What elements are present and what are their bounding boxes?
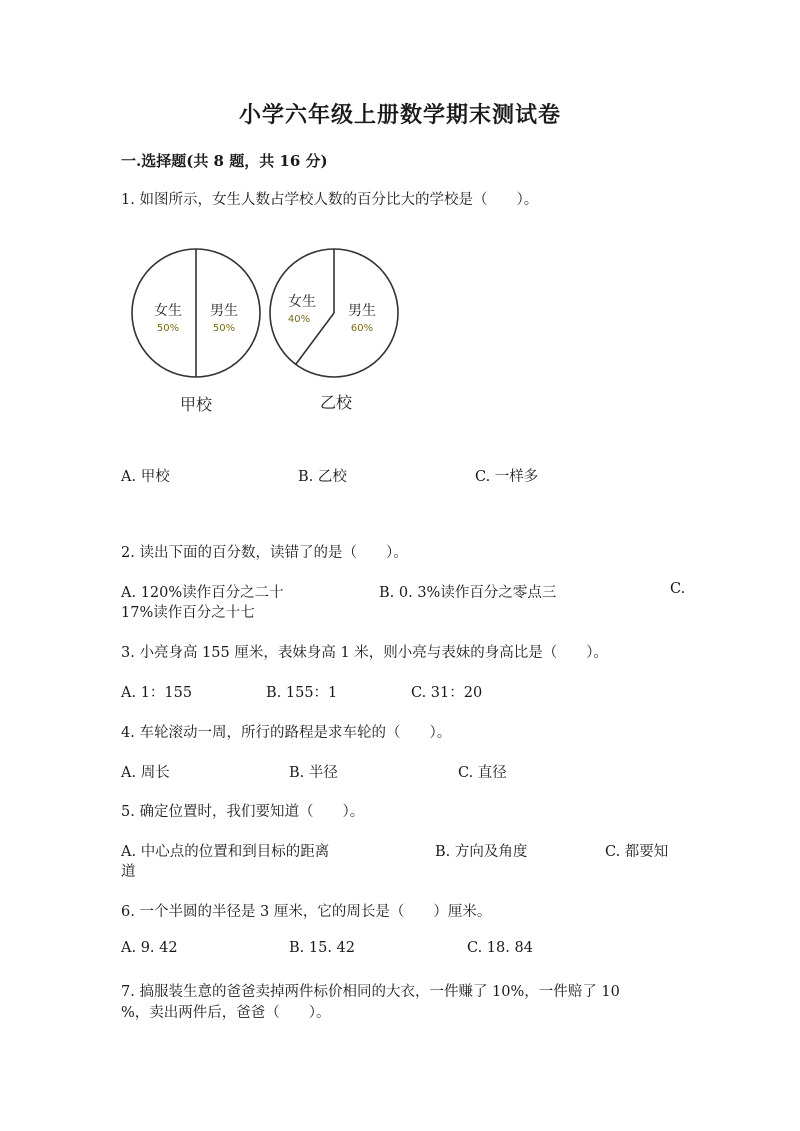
question-6-option-a: A. 9. 42 bbox=[121, 940, 178, 956]
question-4-stem: 4. 车轮滚动一周，所行的路程是求车轮的（ ）。 bbox=[121, 725, 452, 741]
pie-charts bbox=[128, 243, 410, 418]
pie-b-boys-label: 男生 bbox=[348, 303, 376, 319]
question-3-option-a: A. 1：155 bbox=[121, 685, 193, 701]
section-heading: 一.选择题(共 8 题，共 16 分) bbox=[121, 152, 328, 170]
question-5-option-b: B. 方向及角度 bbox=[435, 844, 528, 860]
pie-b-girls-value: 40% bbox=[287, 314, 311, 325]
question-1-option-c: C. 一样多 bbox=[475, 469, 539, 485]
pie-a-name: 甲校 bbox=[179, 395, 213, 414]
pie-b-name: 乙校 bbox=[319, 393, 353, 412]
question-3-stem: 3. 小亮身高 155 厘米，表妹身高 1 米，则小亮与表妹的身高比是（ ）。 bbox=[121, 645, 609, 661]
question-5-stem: 5. 确定位置时，我们要知道（ ）。 bbox=[121, 804, 365, 820]
question-1-option-b: B. 乙校 bbox=[298, 469, 347, 485]
pie-a-girls-label: 女生 bbox=[154, 303, 182, 319]
pie-b-boys-value: 60% bbox=[350, 323, 374, 334]
question-2-option-c-cont: 17%读作百分之十七 bbox=[121, 605, 255, 621]
pie-a-girls-value: 50% bbox=[156, 323, 180, 334]
question-4-option-a: A. 周长 bbox=[121, 765, 170, 781]
question-7-stem-line-1: 7. 搞服装生意的爸爸卖掉两件标价相同的大衣，一件赚了 10%，一件赔了 10 bbox=[121, 984, 620, 1000]
question-1-figure bbox=[128, 243, 410, 418]
question-2-stem: 2. 读出下面的百分数，读错了的是（ ）。 bbox=[121, 545, 408, 561]
pie-a-boys-label: 男生 bbox=[210, 303, 238, 319]
question-7-stem-line-2: %，卖出两件后，爸爸（ ）。 bbox=[121, 1005, 331, 1021]
question-2-option-b: B. 0. 3%读作百分之零点三 bbox=[379, 585, 557, 601]
question-5-option-c-cont: 道 bbox=[121, 864, 136, 880]
question-1-stem: 1. 如图所示，女生人数占学校人数的百分比大的学校是（ ）。 bbox=[121, 192, 539, 208]
question-6-option-b: B. 15. 42 bbox=[289, 940, 355, 956]
pie-b-girls-label: 女生 bbox=[288, 294, 316, 310]
question-3-option-b: B. 155：1 bbox=[266, 685, 338, 701]
question-6-stem: 6. 一个半圆的半径是 3 厘米，它的周长是（ ）厘米。 bbox=[121, 904, 492, 920]
question-4-option-b: B. 半径 bbox=[289, 765, 338, 781]
question-3-option-c: C. 31：20 bbox=[411, 685, 483, 701]
question-1-option-a: A. 甲校 bbox=[121, 469, 170, 485]
question-5-option-a: A. 中心点的位置和到目标的距离 bbox=[121, 844, 330, 860]
question-6-option-c: C. 18. 84 bbox=[467, 940, 533, 956]
pie-a-boys-value: 50% bbox=[212, 323, 236, 334]
question-4-option-c: C. 直径 bbox=[458, 765, 507, 781]
question-5-option-c: C. 都要知 bbox=[605, 844, 669, 860]
page-title: 小学六年级上册数学期末测试卷 bbox=[238, 102, 561, 128]
question-2-option-c: C. bbox=[670, 581, 686, 597]
question-2-option-a: A. 120%读作百分之二十 bbox=[121, 585, 284, 601]
